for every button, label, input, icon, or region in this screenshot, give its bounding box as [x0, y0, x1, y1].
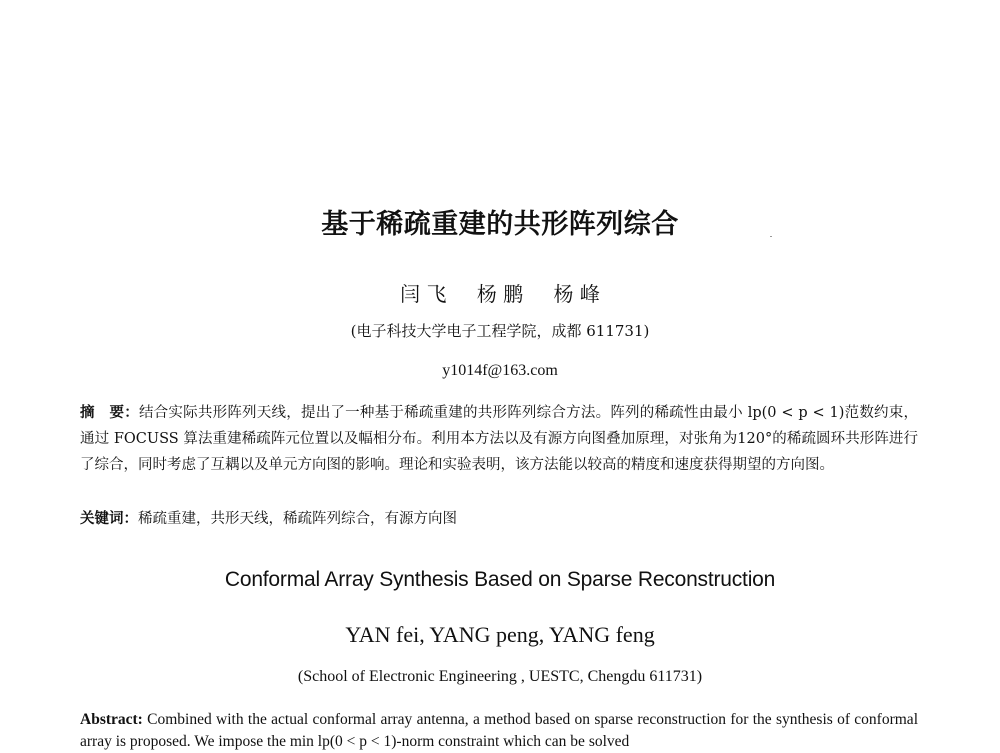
english-authors: YAN fei, YANG peng, YANG feng	[345, 622, 655, 647]
chinese-keywords	[80, 506, 918, 532]
chinese-keywords-label: 关键词：	[80, 510, 138, 527]
chinese-abstract-label: 摘 要：	[80, 404, 139, 421]
english-abstract-text: Combined with the actual conformal array antenna, a method based on sparse reconstruction for the synthesis of conformal array is proposed. We impose the min lp(0 < p < 1)-norm constraint which can be solved	[80, 711, 918, 750]
chinese-author-1: 闫 飞	[400, 282, 447, 306]
english-abstract	[80, 709, 918, 753]
author-email: y1014f@163.com	[442, 362, 558, 379]
chinese-authors	[0, 278, 1000, 307]
chinese-author-2: 杨 鹏	[476, 282, 524, 306]
english-abstract-label: Abstract:	[80, 711, 143, 728]
english-affiliation: (School of Electronic Engineering , UESTC, Chengdu 611731)	[297, 668, 703, 685]
chinese-author-3: 杨 峰	[553, 282, 600, 306]
scan-speck	[770, 236, 772, 237]
chinese-title: 基于稀疏重建的共形阵列综合	[321, 209, 679, 240]
chinese-affiliation: (电子科技大学电子工程学院，成都 611731)	[350, 322, 650, 340]
chinese-keywords-text: 稀疏重建，共形天线，稀疏阵列综合，有源方向图	[138, 511, 457, 527]
chinese-abstract	[80, 400, 918, 478]
english-title: Conformal Array Synthesis Based on Sparse Reconstruction	[224, 568, 776, 591]
chinese-abstract-text: 结合实际共形阵列天线，提出了一种基于稀疏重建的共形阵列综合方法。阵列的稀疏性由最小 lp(0 < p < 1)范数约束，通过 FOCUSS 算法重建稀疏阵元位置以及幅相分布。利用本方法以及有源方向图叠加原理，对张角为120°的稀疏圆环共形阵进行了综合，同时考虑了互耦以及单元方向图的影响。理论和实验表明，该方法能以较高的精度和速度获得期望的方向图。	[80, 405, 919, 473]
